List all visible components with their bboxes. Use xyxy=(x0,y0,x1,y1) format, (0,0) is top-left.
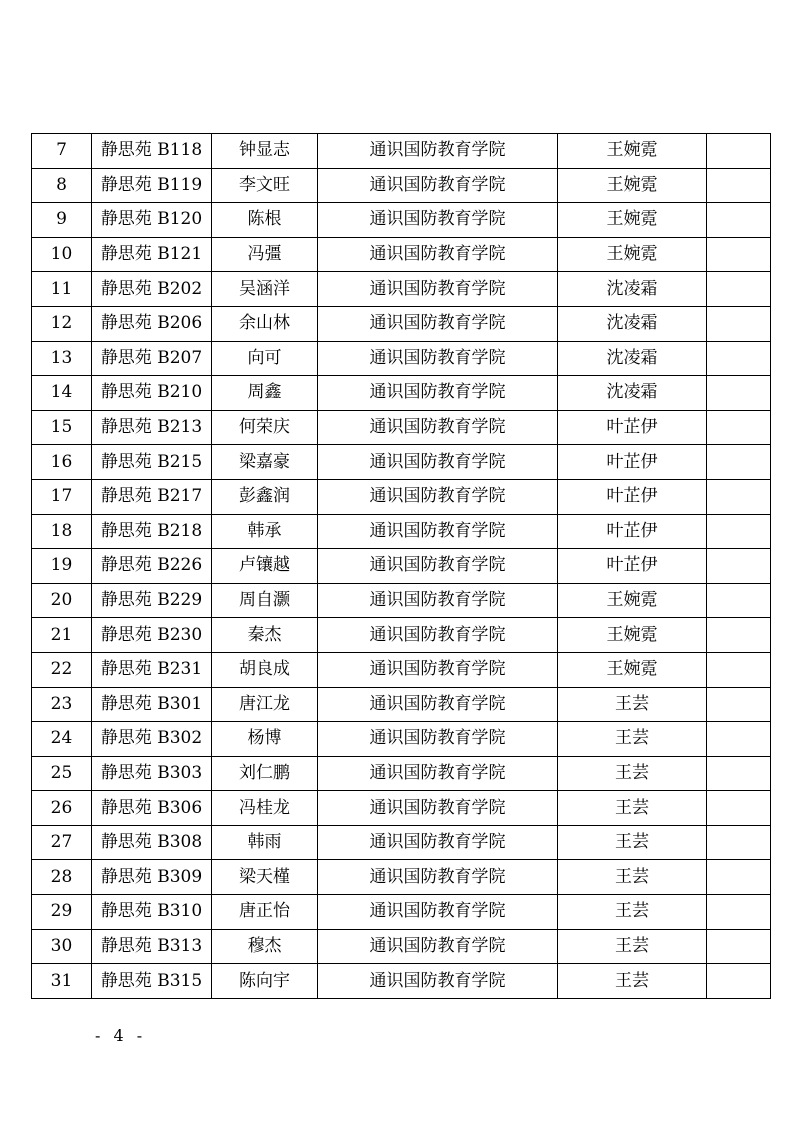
college-cell: 通识国防教育学院 xyxy=(318,479,558,514)
dorm-room-cell: 静思苑 B301 xyxy=(92,687,212,722)
row-number-cell: 26 xyxy=(32,791,92,826)
student-name-cell: 李文旺 xyxy=(212,168,318,203)
remark-cell xyxy=(707,618,771,653)
student-name-cell: 向可 xyxy=(212,341,318,376)
row-number-cell: 31 xyxy=(32,964,92,999)
dorm-room-cell: 静思苑 B230 xyxy=(92,618,212,653)
supervisor-cell: 沈凌霜 xyxy=(558,341,707,376)
remark-cell xyxy=(707,652,771,687)
student-name-cell: 吴涵洋 xyxy=(212,272,318,307)
dorm-room-cell: 静思苑 B315 xyxy=(92,964,212,999)
table-row xyxy=(32,860,771,895)
table-row xyxy=(32,722,771,757)
supervisor-cell: 王芸 xyxy=(558,756,707,791)
dorm-room-cell: 静思苑 B213 xyxy=(92,410,212,445)
table-row xyxy=(32,652,771,687)
supervisor-cell: 叶芷伊 xyxy=(558,514,707,549)
row-number-cell: 13 xyxy=(32,341,92,376)
student-name-cell: 冯桂龙 xyxy=(212,791,318,826)
college-cell: 通识国防教育学院 xyxy=(318,203,558,238)
dorm-room-cell: 静思苑 B217 xyxy=(92,479,212,514)
dorm-room-cell: 静思苑 B215 xyxy=(92,445,212,480)
remark-cell xyxy=(707,514,771,549)
dorm-room-cell: 静思苑 B226 xyxy=(92,549,212,584)
college-cell: 通识国防教育学院 xyxy=(318,895,558,930)
student-name-cell: 冯彊 xyxy=(212,237,318,272)
table-row xyxy=(32,203,771,238)
table-row xyxy=(32,410,771,445)
supervisor-cell: 王芸 xyxy=(558,929,707,964)
dorm-room-cell: 静思苑 B218 xyxy=(92,514,212,549)
remark-cell xyxy=(707,445,771,480)
row-number-cell: 20 xyxy=(32,583,92,618)
table-row xyxy=(32,237,771,272)
dorm-room-cell: 静思苑 B313 xyxy=(92,929,212,964)
student-name-cell: 彭鑫润 xyxy=(212,479,318,514)
row-number-cell: 27 xyxy=(32,825,92,860)
row-number-cell: 8 xyxy=(32,168,92,203)
remark-cell xyxy=(707,895,771,930)
dorm-room-cell: 静思苑 B229 xyxy=(92,583,212,618)
remark-cell xyxy=(707,722,771,757)
row-number-cell: 29 xyxy=(32,895,92,930)
table-row xyxy=(32,687,771,722)
dorm-room-cell: 静思苑 B302 xyxy=(92,722,212,757)
remark-cell xyxy=(707,791,771,826)
student-name-cell: 梁嘉豪 xyxy=(212,445,318,480)
college-cell: 通识国防教育学院 xyxy=(318,929,558,964)
table-row xyxy=(32,341,771,376)
remark-cell xyxy=(707,410,771,445)
dorm-room-cell: 静思苑 B306 xyxy=(92,791,212,826)
dorm-room-cell: 静思苑 B120 xyxy=(92,203,212,238)
student-name-cell: 周鑫 xyxy=(212,376,318,411)
student-name-cell: 梁天槿 xyxy=(212,860,318,895)
college-cell: 通识国防教育学院 xyxy=(318,168,558,203)
college-cell: 通识国防教育学院 xyxy=(318,272,558,307)
table-row xyxy=(32,583,771,618)
row-number-cell: 15 xyxy=(32,410,92,445)
remark-cell xyxy=(707,756,771,791)
supervisor-cell: 沈凌霜 xyxy=(558,306,707,341)
student-name-cell: 钟显志 xyxy=(212,134,318,169)
table-row xyxy=(32,134,771,169)
student-name-cell: 刘仁鹏 xyxy=(212,756,318,791)
table-row xyxy=(32,306,771,341)
remark-cell xyxy=(707,687,771,722)
dorm-room-cell: 静思苑 B119 xyxy=(92,168,212,203)
row-number-cell: 14 xyxy=(32,376,92,411)
table-row xyxy=(32,479,771,514)
remark-cell xyxy=(707,237,771,272)
remark-cell xyxy=(707,168,771,203)
remark-cell xyxy=(707,134,771,169)
dorm-room-cell: 静思苑 B118 xyxy=(92,134,212,169)
college-cell: 通识国防教育学院 xyxy=(318,825,558,860)
remark-cell xyxy=(707,376,771,411)
table-row xyxy=(32,618,771,653)
dorm-room-cell: 静思苑 B202 xyxy=(92,272,212,307)
college-cell: 通识国防教育学院 xyxy=(318,341,558,376)
student-name-cell: 何荣庆 xyxy=(212,410,318,445)
remark-cell xyxy=(707,583,771,618)
dorm-room-cell: 静思苑 B310 xyxy=(92,895,212,930)
supervisor-cell: 王芸 xyxy=(558,791,707,826)
table-row xyxy=(32,756,771,791)
supervisor-cell: 叶芷伊 xyxy=(558,479,707,514)
student-name-cell: 秦杰 xyxy=(212,618,318,653)
row-number-cell: 19 xyxy=(32,549,92,584)
row-number-cell: 28 xyxy=(32,860,92,895)
supervisor-cell: 王婉霓 xyxy=(558,583,707,618)
supervisor-cell: 叶芷伊 xyxy=(558,445,707,480)
supervisor-cell: 沈凌霜 xyxy=(558,376,707,411)
row-number-cell: 21 xyxy=(32,618,92,653)
supervisor-cell: 叶芷伊 xyxy=(558,410,707,445)
student-name-cell: 陈根 xyxy=(212,203,318,238)
supervisor-cell: 王婉霓 xyxy=(558,168,707,203)
row-number-cell: 16 xyxy=(32,445,92,480)
row-number-cell: 7 xyxy=(32,134,92,169)
row-number-cell: 30 xyxy=(32,929,92,964)
roster-table xyxy=(31,133,771,999)
page-number: - 4 - xyxy=(95,1026,147,1045)
college-cell: 通识国防教育学院 xyxy=(318,549,558,584)
student-name-cell: 韩雨 xyxy=(212,825,318,860)
table-row xyxy=(32,445,771,480)
table-row xyxy=(32,825,771,860)
row-number-cell: 10 xyxy=(32,237,92,272)
college-cell: 通识国防教育学院 xyxy=(318,722,558,757)
roster-table-body xyxy=(32,134,771,999)
supervisor-cell: 王婉霓 xyxy=(558,237,707,272)
college-cell: 通识国防教育学院 xyxy=(318,618,558,653)
supervisor-cell: 叶芷伊 xyxy=(558,549,707,584)
table-row xyxy=(32,168,771,203)
table-row xyxy=(32,895,771,930)
student-name-cell: 周自灏 xyxy=(212,583,318,618)
college-cell: 通识国防教育学院 xyxy=(318,445,558,480)
remark-cell xyxy=(707,929,771,964)
row-number-cell: 24 xyxy=(32,722,92,757)
dorm-room-cell: 静思苑 B207 xyxy=(92,341,212,376)
student-name-cell: 韩承 xyxy=(212,514,318,549)
college-cell: 通识国防教育学院 xyxy=(318,306,558,341)
supervisor-cell: 王芸 xyxy=(558,895,707,930)
student-name-cell: 唐正怡 xyxy=(212,895,318,930)
row-number-cell: 23 xyxy=(32,687,92,722)
supervisor-cell: 王婉霓 xyxy=(558,652,707,687)
remark-cell xyxy=(707,203,771,238)
supervisor-cell: 王芸 xyxy=(558,964,707,999)
college-cell: 通识国防教育学院 xyxy=(318,410,558,445)
student-name-cell: 余山林 xyxy=(212,306,318,341)
college-cell: 通识国防教育学院 xyxy=(318,687,558,722)
row-number-cell: 22 xyxy=(32,652,92,687)
remark-cell xyxy=(707,860,771,895)
student-name-cell: 唐江龙 xyxy=(212,687,318,722)
remark-cell xyxy=(707,964,771,999)
table-row xyxy=(32,376,771,411)
dorm-room-cell: 静思苑 B309 xyxy=(92,860,212,895)
supervisor-cell: 王婉霓 xyxy=(558,203,707,238)
college-cell: 通识国防教育学院 xyxy=(318,756,558,791)
row-number-cell: 17 xyxy=(32,479,92,514)
student-name-cell: 杨博 xyxy=(212,722,318,757)
college-cell: 通识国防教育学院 xyxy=(318,964,558,999)
dorm-room-cell: 静思苑 B308 xyxy=(92,825,212,860)
table-row xyxy=(32,549,771,584)
remark-cell xyxy=(707,549,771,584)
student-name-cell: 穆杰 xyxy=(212,929,318,964)
table-row xyxy=(32,964,771,999)
supervisor-cell: 王婉霓 xyxy=(558,134,707,169)
table-row xyxy=(32,929,771,964)
row-number-cell: 12 xyxy=(32,306,92,341)
remark-cell xyxy=(707,341,771,376)
remark-cell xyxy=(707,825,771,860)
row-number-cell: 18 xyxy=(32,514,92,549)
supervisor-cell: 王芸 xyxy=(558,860,707,895)
student-name-cell: 胡良成 xyxy=(212,652,318,687)
supervisor-cell: 王芸 xyxy=(558,687,707,722)
row-number-cell: 25 xyxy=(32,756,92,791)
table-row xyxy=(32,791,771,826)
remark-cell xyxy=(707,272,771,307)
college-cell: 通识国防教育学院 xyxy=(318,652,558,687)
supervisor-cell: 王芸 xyxy=(558,722,707,757)
student-name-cell: 卢镶越 xyxy=(212,549,318,584)
dorm-room-cell: 静思苑 B303 xyxy=(92,756,212,791)
row-number-cell: 11 xyxy=(32,272,92,307)
college-cell: 通识国防教育学院 xyxy=(318,514,558,549)
table-row xyxy=(32,272,771,307)
college-cell: 通识国防教育学院 xyxy=(318,237,558,272)
remark-cell xyxy=(707,479,771,514)
supervisor-cell: 沈凌霜 xyxy=(558,272,707,307)
supervisor-cell: 王芸 xyxy=(558,825,707,860)
supervisor-cell: 王婉霓 xyxy=(558,618,707,653)
student-name-cell: 陈向宇 xyxy=(212,964,318,999)
remark-cell xyxy=(707,306,771,341)
college-cell: 通识国防教育学院 xyxy=(318,376,558,411)
college-cell: 通识国防教育学院 xyxy=(318,134,558,169)
table-row xyxy=(32,514,771,549)
row-number-cell: 9 xyxy=(32,203,92,238)
dorm-room-cell: 静思苑 B231 xyxy=(92,652,212,687)
college-cell: 通识国防教育学院 xyxy=(318,791,558,826)
dorm-room-cell: 静思苑 B206 xyxy=(92,306,212,341)
dorm-room-cell: 静思苑 B210 xyxy=(92,376,212,411)
college-cell: 通识国防教育学院 xyxy=(318,860,558,895)
dorm-room-cell: 静思苑 B121 xyxy=(92,237,212,272)
college-cell: 通识国防教育学院 xyxy=(318,583,558,618)
